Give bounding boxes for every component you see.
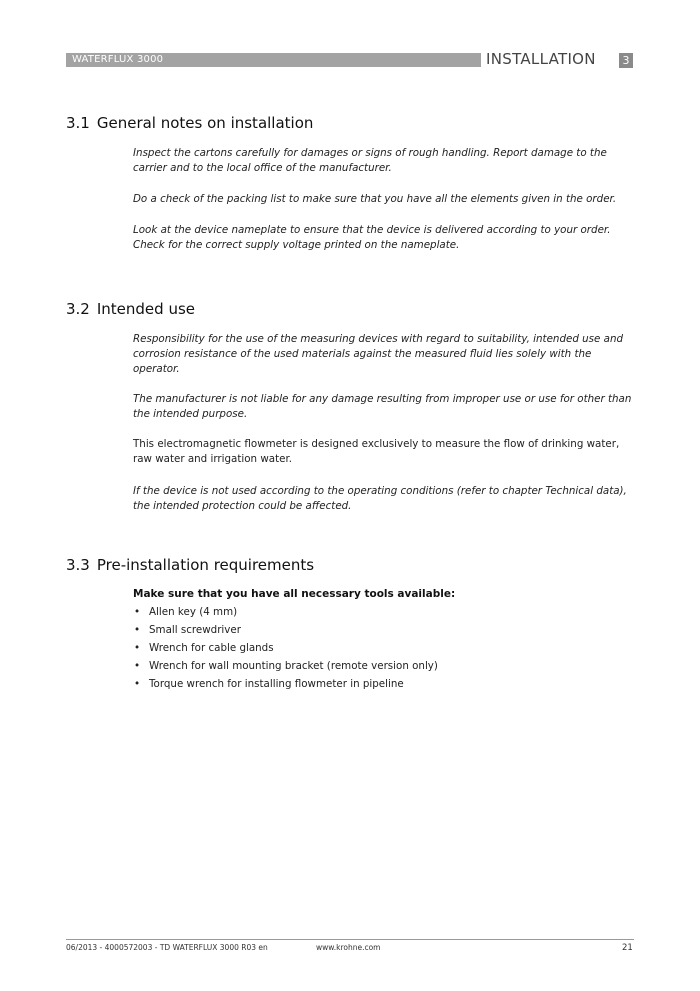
section-number: 3.2 (66, 300, 90, 318)
paragraph: The manufacturer is not liable for any damage resulting from improper use or use for other than the intended purpose. (133, 393, 632, 420)
tools-heading: Make sure that you have all necessary tools available: (133, 588, 456, 600)
footer-website: www.krohne.com (316, 943, 381, 952)
section-heading-3-3 (66, 556, 314, 574)
footer-doc-ref: 06/2013 - 4000572003 - TD WATERFLUX 3000 R03 en (66, 943, 268, 952)
paragraph: Responsibility for the use of the measuring devices with regard to suitability, intended use and corrosion resistance of the used materials against the measured fluid lies solely with the operator. (133, 333, 624, 375)
header-bar (66, 53, 481, 67)
paragraph: Look at the device nameplate to ensure that the device is delivered according to your order. Check for the correct supply voltage printed on the nameplate. (133, 224, 611, 251)
bullet-icon: • (134, 624, 141, 636)
header-chapter-badge: 3 (619, 53, 633, 68)
tools-list (133, 605, 438, 695)
header-product-name: WATERFLUX 3000 (72, 54, 164, 65)
bullet-icon: • (134, 660, 141, 672)
section-number: 3.3 (66, 556, 90, 574)
section-title: Pre-installation requirements (96, 556, 315, 574)
header-section-title: INSTALLATION (486, 50, 596, 68)
bullet-icon: • (134, 606, 141, 618)
footer-divider (66, 939, 634, 940)
page-number: 21 (622, 943, 633, 953)
list-item: • Torque wrench for installing flowmeter in pipeline (134, 678, 404, 690)
list-item: • Small screwdriver (134, 624, 241, 636)
list-item: • Wrench for wall mounting bracket (remote version only) (134, 660, 438, 672)
list-item: • Allen key (4 mm) (134, 606, 238, 618)
bullet-icon: • (134, 642, 141, 654)
section-number: 3.1 (66, 114, 90, 132)
paragraph: Inspect the cartons carefully for damages or signs of rough handling. Report damage to the carrier and to the local office of the manufacturer. (133, 147, 607, 174)
paragraph: This electromagnetic flowmeter is designed exclusively to measure the flow of drinking water, raw water and irrigation water. (133, 438, 620, 465)
bullet-icon: • (134, 678, 141, 690)
section-heading-3-2 (66, 300, 195, 318)
paragraph: If the device is not used according to the operating conditions (refer to chapter Technical data), the intended protection could be affected. (133, 485, 627, 512)
page-header (66, 50, 634, 70)
section-title: General notes on installation (96, 114, 314, 132)
list-item: • Wrench for cable glands (134, 642, 274, 654)
section-heading-3-1 (66, 114, 313, 132)
paragraph: Do a check of the packing list to make sure that you have all the elements given in the order. (133, 193, 617, 205)
section-title: Intended use (96, 300, 195, 318)
